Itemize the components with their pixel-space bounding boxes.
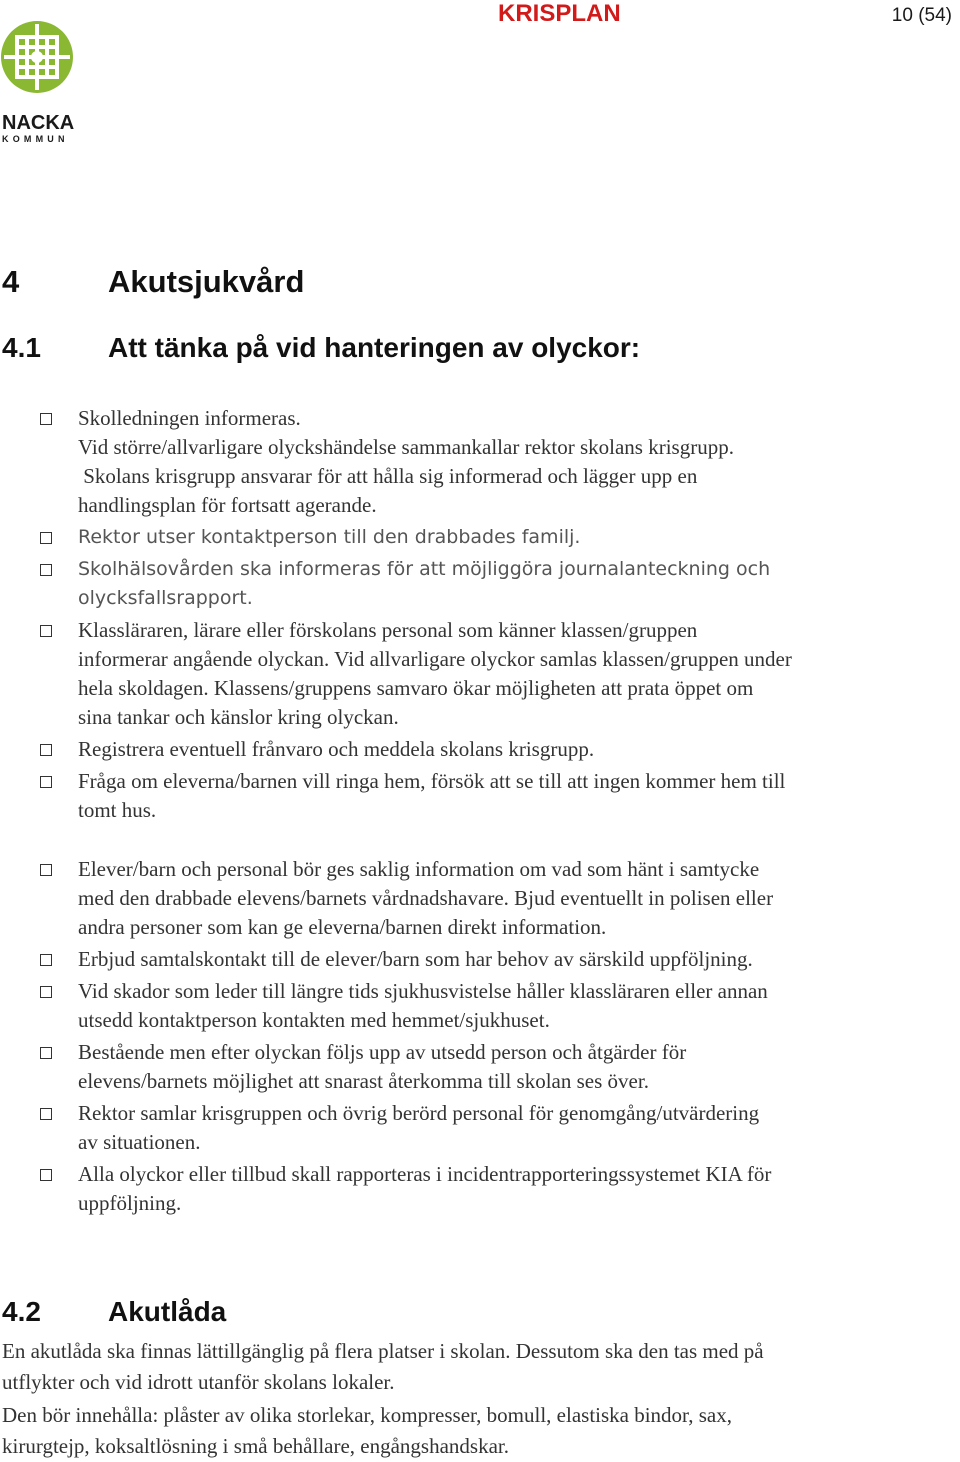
checkbox-square-icon <box>40 1108 52 1120</box>
list-item: Klassläraren, lärare eller förskolans personal som känner klassen/gruppen informerar angående olyckan. Vid allvarligare olyckor samlas klassen/gruppen under hela skoldagen. Klassens/gruppens samvaro ökar möjligheten att prata öppet om sina tankar och känslor kring olyckan. <box>0 616 940 732</box>
subsection-number: 4.2 <box>2 1296 41 1327</box>
checkbox-square-icon <box>40 864 52 876</box>
document-header-title: KRISPLAN <box>498 0 621 27</box>
subsection-title: Akutlåda <box>108 1296 227 1327</box>
subsection-heading-4-2 <box>2 1296 226 1328</box>
checklist-olyckor-part1 <box>0 404 940 825</box>
section-number: 4 <box>2 264 20 299</box>
subsection-heading-4-1 <box>2 332 640 364</box>
checkbox-square-icon <box>40 986 52 998</box>
checkbox-square-icon <box>40 532 52 544</box>
checkbox-square-icon <box>40 1169 52 1181</box>
nacka-emblem-icon <box>0 20 76 96</box>
list-item: Vid skador som leder till längre tids sjukhusvistelse håller klassläraren eller annan utsedd kontaktperson kontakten med hemmet/sjukhuset. <box>0 977 940 1035</box>
list-item: Rektor samlar krisgruppen och övrig berörd personal för genomgång/utvärdering av situationen. <box>0 1099 940 1157</box>
logo-subname: KOMMUN <box>2 134 69 144</box>
list-item: Alla olyckor eller tillbud skall rapporteras i incidentrapporteringssystemet KIA för uppföljning. <box>0 1160 940 1218</box>
subsection-title: Att tänka på vid hanteringen av olyckor: <box>108 332 641 363</box>
checkbox-square-icon <box>40 413 52 425</box>
subsection-number: 4.1 <box>2 332 41 363</box>
checkbox-square-icon <box>40 564 52 576</box>
list-item: Skolhälsovården ska informeras för att möjliggöra journalanteckning och olycksfallsrapport. <box>0 555 940 613</box>
akutlada-paragraph: En akutlåda ska finnas lättillgänglig på flera platser i skolan. Dessutom ska den tas med på utflykter och vid idrott utanför skolans lokaler. <box>2 1339 764 1394</box>
list-item: Erbjud samtalskontakt till de elever/barn som har behov av särskild uppföljning. <box>0 945 940 974</box>
akutlada-contents-paragraph: Den bör innehålla: plåster av olika storlekar, kompresser, bomull, elastiska bindor, sax, kirurgtejp, koksaltlösning i små behållare, engångshandskar. <box>2 1403 732 1458</box>
list-item: Bestående men efter olyckan följs upp av utsedd person och åtgärder för elevens/barnets möjlighet att snarast återkomma till skolan ses över. <box>0 1038 940 1096</box>
list-item: Fråga om eleverna/barnen vill ringa hem, försök att se till att ingen kommer hem till tomt hus. <box>0 767 940 825</box>
section-title: Akutsjukvård <box>108 264 305 299</box>
list-item: Rektor utser kontaktperson till den drabbades familj. <box>0 523 940 552</box>
checkbox-square-icon <box>40 625 52 637</box>
list-item: Elever/barn och personal bör ges saklig information om vad som hänt i samtycke med den drabbade elevens/barnets vårdnadshavare. Bjud eventuellt in polisen eller andra personer som kan ge eleverna/barnen direkt information. <box>0 855 940 942</box>
list-item: Skolledningen informeras. Vid större/allvarligare olyckshändelse sammankallar rektor skolans krisgrupp. Skolans krisgrupp ansvarar för att hålla sig informerad och lägger upp en handlingsplan för fortsatt agerande. <box>0 404 940 520</box>
checkbox-square-icon <box>40 1047 52 1059</box>
checkbox-square-icon <box>40 744 52 756</box>
page-number: 10 (54) <box>891 5 952 26</box>
list-item: Registrera eventuell frånvaro och meddela skolans krisgrupp. <box>0 735 940 764</box>
nacka-kommun-logo <box>0 20 80 144</box>
logo-name: NACKA <box>2 112 75 134</box>
checklist-olyckor-part2 <box>0 855 940 1218</box>
checkbox-square-icon <box>40 954 52 966</box>
checkbox-square-icon <box>40 776 52 788</box>
section-heading <box>2 264 304 300</box>
